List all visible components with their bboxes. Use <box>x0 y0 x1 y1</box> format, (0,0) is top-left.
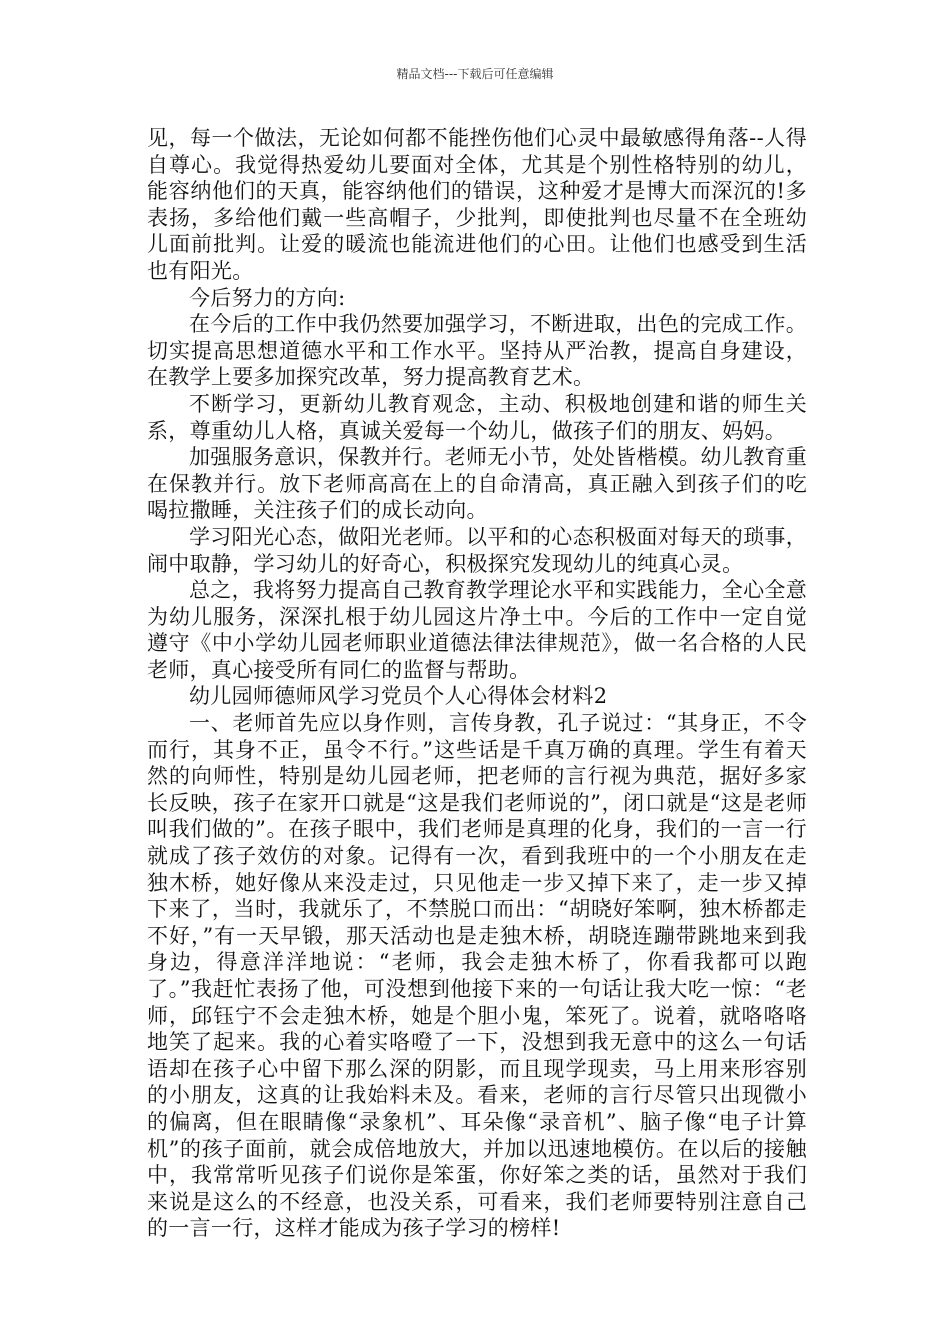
paragraph: 不断学习，更新幼儿教育观念，主动、积极地创建和谐的师生关系，尊重幼儿人格，真诚关爱每一个幼儿，做孩子们的朋友、妈妈。 <box>147 391 807 443</box>
paragraph: 学习阳光心态，做阳光老师。以平和的心态积极面对每天的琐事，闹中取静，学习幼儿的好奇心，积极探究发现幼儿的纯真心灵。 <box>147 524 807 576</box>
paragraph: 总之，我将努力提高自己教育教学理论水平和实践能力，全心全意为幼儿服务，深深扎根于幼儿园这片净土中。今后的工作中一定自觉遵守《中小学幼儿园老师职业道德法律法律规范》，做一名合格的人民老师，真心接受所有同仁的监督与帮助。 <box>147 578 807 682</box>
paragraph: 在今后的工作中我仍然要加强学习，不断进取，出色的完成工作。切实提高思想道德水平和工作水平。坚持从严治教，提高自身建设，在教学上要多加探究改革，努力提高教育艺术。 <box>147 312 807 390</box>
section-heading-future-direction: 今后努力的方向: <box>189 285 346 310</box>
paragraph-continuation: 见，每一个做法，无论如何都不能挫伤他们心灵中最敏感得角落--人得自尊心。我觉得热爱幼儿要面对全体，尤其是个别性格特别的幼儿，能容纳他们的天真，能容纳他们的错误，这种爱才是博大而深沉的!多表扬，多给他们戴一些高帽子，少批判，即使批判也尽量不在全班幼儿面前批判。让爱的暖流也能流进他们的心田。让他们也感受到生活也有阳光。 <box>147 126 807 283</box>
document-body <box>147 125 807 1242</box>
paragraph: 加强服务意识，保教并行。老师无小节，处处皆楷模。幼儿教育重在保教并行。放下老师高高在上的自命清高，真正融入到孩子们的吃喝拉撒睡，关注孩子们的成长动向。 <box>147 445 807 523</box>
page-header: 精品文档---下载后可任意编辑 <box>396 67 554 81</box>
paragraph: 一、老师首先应以身作则，言传身教，孔子说过：“其身正，不令而行，其身不正，虽令不行。”这些话是千真万确的真理。学生有着天然的向师性，特别是幼儿园老师，把老师的言行视为典范，据好多家长反映，孩子在家开口就是“这是我们老师说的”，闭口就是“这是老师叫我们做的”。在孩子眼中，我们老师是真理的化身，我们的一言一行就成了孩子效仿的对象。记得有一次，看到我班中的一个小朋友在走独木桥，她好像从来没走过，只见他走一步又掉下来了，走一步又掉下来了，当时，我就乐了，不禁脱口而出：“胡晓好笨啊，独木桥都走不好，”有一天早锻，那天活动也是走独木桥，胡晓连蹦带跳地来到我身边，得意洋洋地说：“老师，我会走独木桥了，你看我都可以跑了。”我赶忙表扬了他，可没想到他接下来的一句话让我大吃一惊：“老师，邱钰宁不会走独木桥，她是个胆小鬼，笨死了。说着，就咯咯咯地笑了起来。我的心着实咯噔了一下，没想到我无意中的这么一句话语却在孩子心中留下那么深的阴影，而且现学现卖，马上用来形容别的小朋友，这真的让我始料未及。看来，老师的言行尽管只出现微小的偏离，但在眼睛像“录象机”、耳朵像“录音机”、脑子像“电子计算机”的孩子面前，就会成倍地放大，并加以迅速地模仿。在以后的接触中，我常常听见孩子们说你是笨蛋，你好笨之类的话，虽然对于我们来说是这么的不经意，也没关系，可看来，我们老师要特别注意自己的一言一行，这样才能成为孩子学习的榜样! <box>147 711 807 1241</box>
document-subtitle: 幼儿园师德师风学习党员个人心得体会材料2 <box>189 684 608 709</box>
